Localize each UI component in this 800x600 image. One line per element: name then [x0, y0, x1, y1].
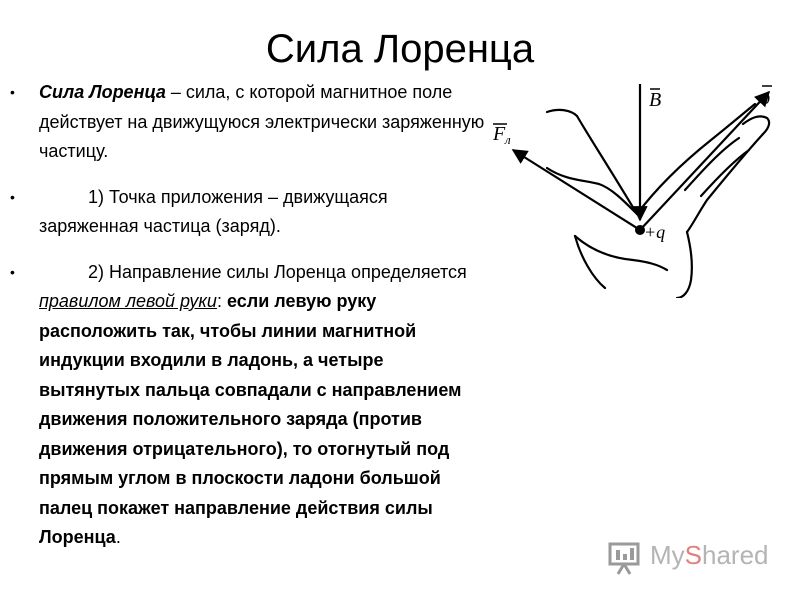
point-of-application-text: 1) Точка приложения – движущаяся заряженная частица (заряд).	[39, 186, 388, 236]
bullet-dot-icon: •	[10, 84, 15, 100]
label-v: υ	[761, 87, 771, 109]
vector-v-arrow-icon	[640, 92, 769, 230]
slide-content	[10, 78, 488, 569]
bullet-dot-icon: •	[10, 263, 15, 280]
label-f-subscript: л	[505, 132, 511, 147]
bullet-direction	[10, 258, 488, 553]
presentation-board-icon	[606, 536, 646, 576]
term-lorentz-force: Сила Лоренца	[39, 82, 166, 102]
myshared-watermark	[606, 536, 776, 576]
slide-title: Сила Лоренца	[265, 27, 535, 71]
bullet-dot-icon: •	[10, 188, 15, 205]
direction-lead-text: 2) Направление силы Лоренца определяется	[88, 261, 467, 282]
watermark-text-post: hared	[702, 540, 769, 570]
hand-outline-icon	[547, 104, 769, 298]
left-hand-rule-text: если левую руку расположить так, чтобы линии магнитной индукции входили в ладонь, а четыре вытянутых пальца совпадали с направлением движения положительного заряда (против движения отрицательного), то отогнутый под прямым углом в плоскости ладони большой палец покажет направление действия силы Лоренца	[39, 291, 462, 547]
label-q: +q	[644, 222, 666, 242]
watermark-text-pre: My	[650, 540, 685, 570]
watermark-text-accent: S	[684, 540, 703, 570]
vector-f-arrow-icon	[513, 150, 640, 230]
label-f: F	[493, 123, 506, 145]
watermark-text	[650, 540, 769, 571]
left-hand-rule-diagram	[487, 80, 789, 298]
bullet-definition	[10, 78, 488, 167]
bullet-point-of-application	[10, 183, 488, 242]
label-b: B	[649, 89, 662, 111]
definition-text: – сила, с которой магнитное поле действует на движущуюся электрически заряженную частицу.	[39, 82, 485, 161]
direction-end: .	[115, 527, 121, 547]
direction-colon: :	[216, 291, 227, 311]
left-hand-rule-link[interactable]: правилом левой руки	[39, 291, 217, 311]
